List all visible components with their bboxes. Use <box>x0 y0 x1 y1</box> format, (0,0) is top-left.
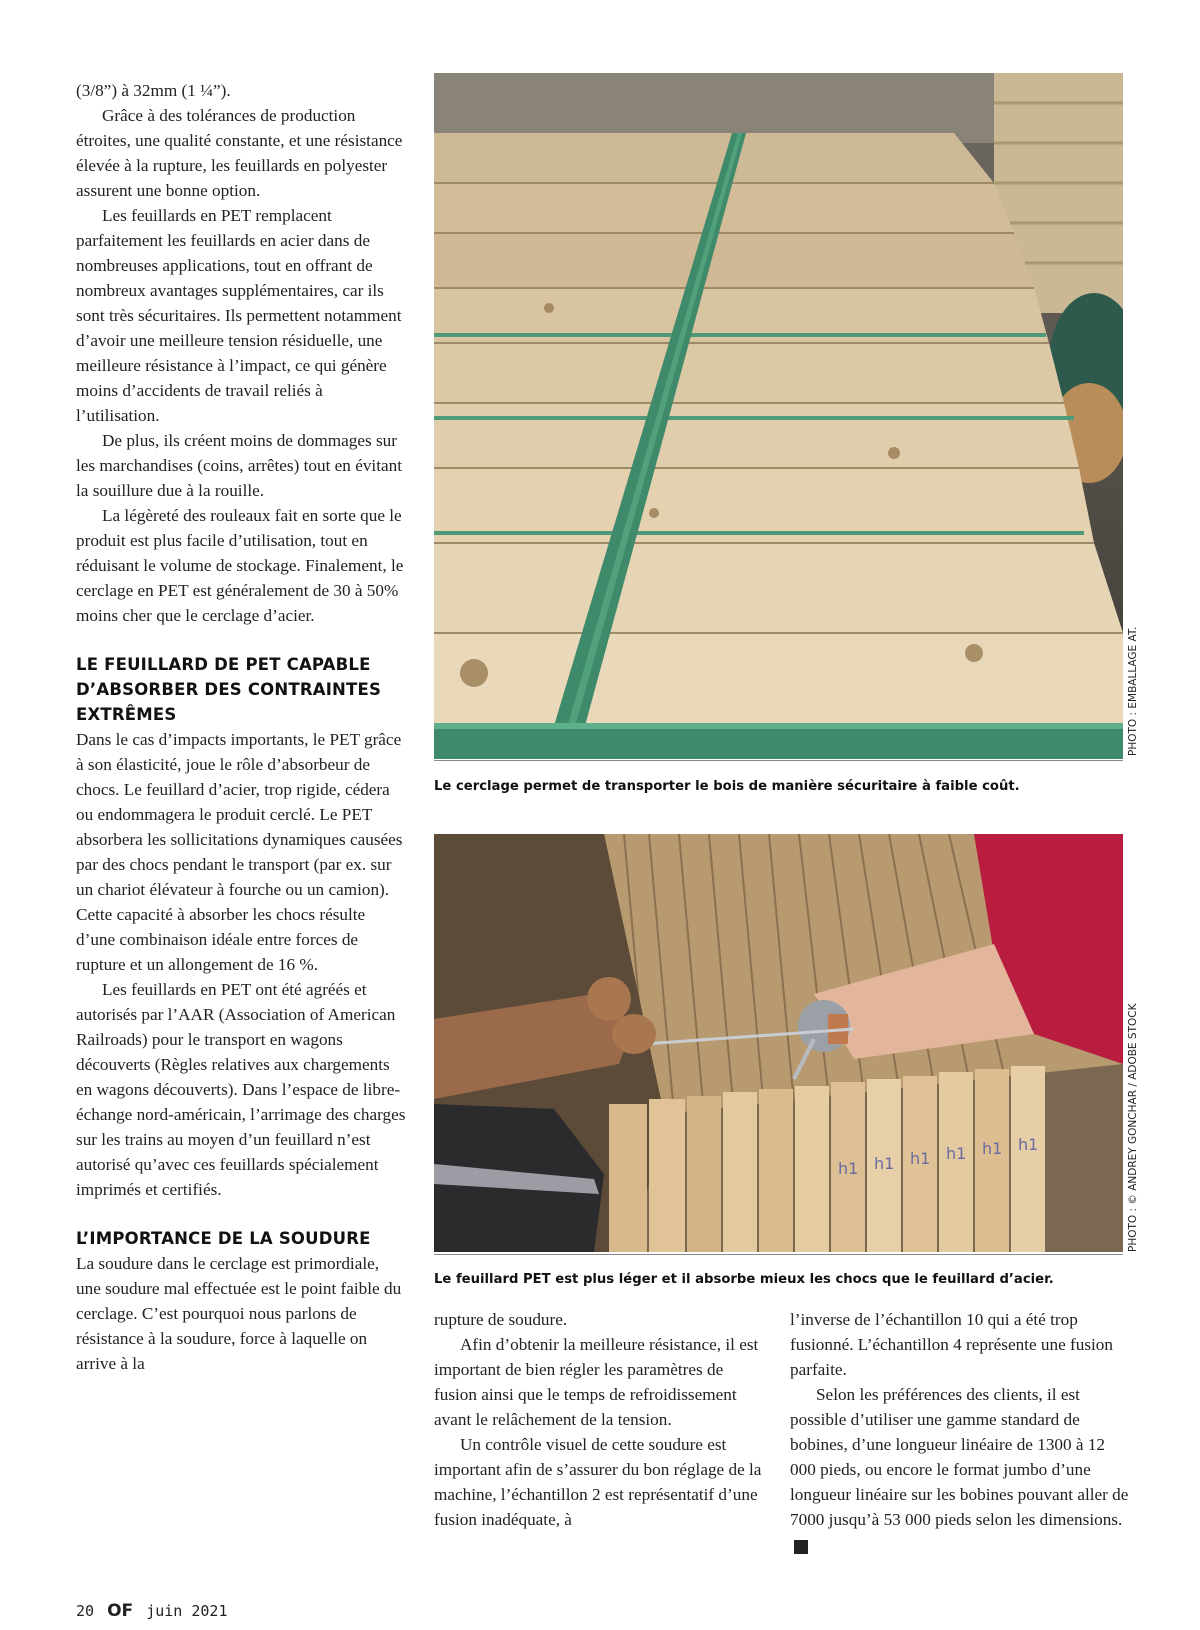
paragraph: (3/8”) à 32mm (1 ¼”). <box>76 81 231 100</box>
photo-caption: Le cerclage permet de transporter le bois de manière sécuritaire à faible coût. <box>434 779 1020 794</box>
paragraph <box>790 1382 1130 1557</box>
section-heading: LE FEUILLARD DE PET CAPABLE D’ABSORBER DES CONTRAINTES EXTRÊMES <box>76 655 382 724</box>
paragraph: rupture de soudure. <box>434 1310 568 1329</box>
photo-credit: PHOTO : EMBALLAGE AT. <box>1127 626 1139 756</box>
paragraph: Les feuillards en PET remplacent parfaitement les feuillards en acier dans de nombreuses applications, tout en offrant de nombreux avantages supplémentaires, car ils sont très sécuritaires. Ils permettent notamment d’avoir une meilleure tension résiduelle, une meilleure résistance à l’impact, ce qui génère moins d’accidents de travail reliés à l’utilisation. <box>76 206 402 425</box>
lumber-strapping-photo <box>434 73 1123 759</box>
magazine-brand: OF <box>107 1601 134 1621</box>
paragraph: La soudure dans le cerclage est primordiale, une soudure mal effectuée est le point faible du cerclage. C’est pourquoi nous parlons de résistance à la soudure, force à laquelle on arrive à la <box>76 1254 402 1373</box>
end-mark-icon: OF <box>794 1540 808 1554</box>
hands-cutting-strap-photo <box>434 834 1123 1252</box>
section-heading: L’IMPORTANCE DE LA SOUDURE <box>76 1229 371 1248</box>
paragraph: De plus, ils créent moins de dommages sur les marchandises (coins, arrêtes) tout en évitant la souillure due à la rouille. <box>76 431 402 500</box>
board-label: h1 <box>910 1149 931 1168</box>
paragraph: Afin d’obtenir la meilleure résistance, il est important de bien régler les paramètres de fusion ainsi que le temps de refroidissement avant le relâchement de la tension. <box>434 1335 759 1429</box>
middle-column <box>434 1307 764 1532</box>
board-label: h1 <box>838 1159 859 1178</box>
photo-caption: Le feuillard PET est plus léger et il absorbe mieux les chocs que le feuillard d’acier. <box>434 1272 1054 1287</box>
paragraph-text: Selon les préférences des clients, il est possible d’utiliser une gamme standard de bobines, d’une longueur linéaire de 1300 à 12 000 pieds, ou encore le format jumbo d’une longueur linéaire sur les bobines pouvant aller de 7000 jusqu’à 53 000 pieds selon les dimensions. <box>790 1385 1129 1529</box>
paragraph: Les feuillards en PET ont été agréés et autorisés par l’AAR (Association of American Railroads) pour le transport en wagons découverts (Règles relatives aux chargements en wagons découverts). Dans l’espace de libre-échange nord-américain, l’arrimage des charges sur les trains au moyen d’un feuillard n’est autorisé qu’avec ces feuillards spécialement imprimés et certifiés. <box>76 980 406 1199</box>
board-label: h1 <box>1018 1135 1039 1154</box>
board-label: h1 <box>946 1144 967 1163</box>
page-footer <box>76 1601 227 1621</box>
caption-rule <box>434 1254 1123 1255</box>
right-column <box>790 1307 1130 1557</box>
paragraph: l’inverse de l’échantillon 10 qui a été trop fusionné. L’échantillon 4 représente une fusion parfaite. <box>790 1310 1113 1379</box>
photo-credit: PHOTO : © ANDREY GONCHAR / ADOBE STOCK <box>1127 1003 1139 1252</box>
paragraph: Dans le cas d’impacts importants, le PET grâce à son élasticité, joue le rôle d’absorbeur de chocs. Le feuillard d’acier, trop rigide, cédera ou endommagera le produit cerclé. Le PET absorbera les sollicitations dynamiques causées par des chocs pendant le transport (par ex. sur un chariot élévateur à fourche ou un camion). Cette capacité à absorber les chocs résulte d’une combinaison idéale entre forces de rupture et un allongement de 16 %. <box>76 730 403 974</box>
board-label: h1 <box>874 1154 895 1173</box>
issue-date: juin 2021 <box>146 1602 228 1620</box>
left-column <box>76 78 406 1376</box>
paragraph: Un contrôle visuel de cette soudure est important afin de s’assurer du bon réglage de la machine, l’échantillon 2 est représentatif d’une fusion inadéquate, à <box>434 1435 762 1529</box>
page-number: 20 <box>76 1602 95 1620</box>
board-label: h1 <box>982 1139 1003 1158</box>
paragraph: Grâce à des tolérances de production étroites, une qualité constante, et une résistance élevée à la rupture, les feuillards en polyester assurent une bonne option. <box>76 106 403 200</box>
paragraph: La légèreté des rouleaux fait en sorte que le produit est plus facile d’utilisation, tout en réduisant le volume de stockage. Finalement, le cerclage en PET est généralement de 30 à 50% moins cher que le cerclage d’acier. <box>76 506 404 625</box>
caption-rule <box>434 760 1123 761</box>
